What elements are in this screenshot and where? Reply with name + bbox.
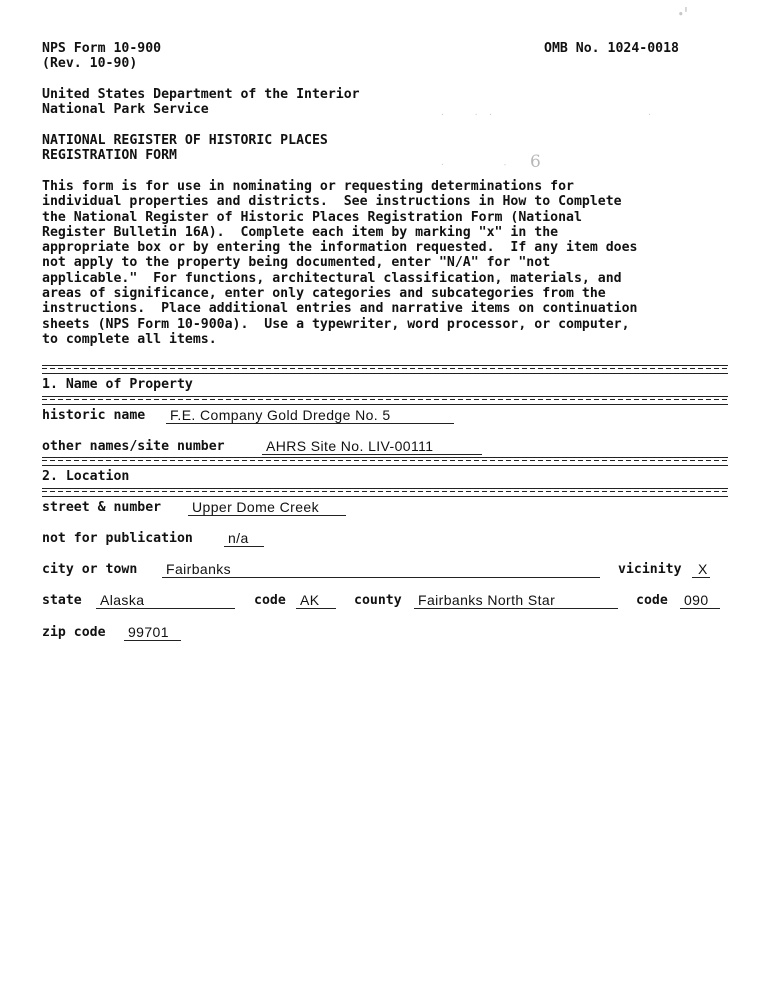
- not-for-publication-label: not for publication: [42, 531, 193, 546]
- faint-stamp-dots-2: · -: [440, 160, 508, 169]
- instructions-line: This form is for use in nominating or requesting determinations for: [42, 179, 574, 194]
- form-title-line-2: REGISTRATION FORM: [42, 148, 177, 163]
- city-town-label: city or town: [42, 562, 138, 577]
- zip-code-label: zip code: [42, 625, 106, 640]
- city-town-field[interactable]: Fairbanks: [162, 561, 600, 578]
- not-for-publication-field[interactable]: n/a: [224, 530, 264, 547]
- historic-name-label: historic name: [42, 408, 146, 423]
- instructions-line: individual properties and districts. See instructions in How to Complete: [42, 194, 622, 210]
- corner-scribble-mark: ꞏꞌ: [678, 4, 689, 25]
- state-field[interactable]: Alaska: [96, 592, 235, 609]
- instructions-line: Register Bulletin 16A). Complete each item by marking "x" in the: [42, 224, 559, 240]
- instructions-line: instructions. Place additional entries and narrative items on continuation: [42, 301, 638, 317]
- state-label: state: [42, 593, 82, 608]
- stamp-mark: 6: [530, 152, 541, 172]
- state-code-label: code: [254, 593, 286, 608]
- other-names-field[interactable]: AHRS Site No. LIV-00111: [262, 438, 482, 455]
- form-title-line-1: NATIONAL REGISTER OF HISTORIC PLACES: [42, 133, 328, 148]
- other-names-label: other names/site number: [42, 439, 225, 454]
- instructions-line: sheets (NPS Form 10-900a). Use a typewriter, word processor, or computer,: [42, 316, 630, 332]
- section-divider: [42, 457, 728, 466]
- historic-name-field[interactable]: F.E. Company Gold Dredge No. 5: [166, 407, 454, 424]
- form-number: NPS Form 10-900: [42, 41, 162, 56]
- zip-code-field[interactable]: 99701: [124, 624, 181, 641]
- county-code-field[interactable]: 090: [680, 592, 720, 609]
- instructions-line: to complete all items.: [42, 331, 217, 347]
- department-name: United States Department of the Interior: [42, 87, 360, 102]
- instructions-line: areas of significance, enter only categories and subcategories from the: [42, 286, 606, 302]
- county-field[interactable]: Fairbanks North Star: [414, 592, 618, 609]
- state-code-field[interactable]: AK: [296, 592, 336, 609]
- instructions-line: the National Register of Historic Places Registration Form (National: [42, 209, 582, 225]
- street-number-field[interactable]: Upper Dome Creek: [188, 499, 346, 516]
- section-2-heading: 2. Location: [42, 469, 130, 484]
- section-divider: [42, 365, 728, 374]
- vicinity-label: vicinity: [618, 562, 682, 577]
- section-divider: [42, 396, 728, 405]
- omb-number: OMB No. 1024-0018: [544, 41, 679, 56]
- section-1-heading: 1. Name of Property: [42, 377, 193, 392]
- vicinity-field[interactable]: X: [692, 561, 710, 578]
- instructions-line: not apply to the property being documented, enter "N/A" for "not: [42, 255, 551, 271]
- county-label: county: [354, 593, 402, 608]
- service-name: National Park Service: [42, 102, 209, 117]
- instructions-paragraph: [42, 179, 637, 347]
- instructions-line: applicable." For functions, architectural classification, materials, and: [42, 270, 622, 286]
- section-divider: [42, 488, 728, 497]
- county-code-label: code: [636, 593, 668, 608]
- faint-stamp-dots: · · · ·: [440, 110, 652, 119]
- street-number-label: street & number: [42, 500, 162, 515]
- instructions-line: appropriate box or by entering the information requested. If any item does: [42, 240, 638, 256]
- form-revision: (Rev. 10-90): [42, 56, 138, 71]
